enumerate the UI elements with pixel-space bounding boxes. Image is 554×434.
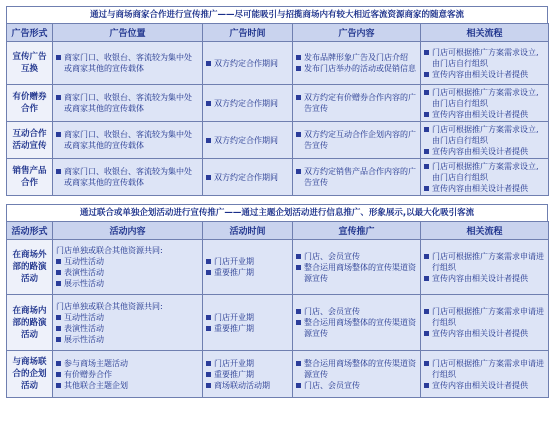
row-form: 宣传广告互换 [7, 42, 53, 85]
list-item: 其他联合主题企划 [56, 380, 199, 391]
row-form: 在商场内部的路演活动 [7, 295, 53, 351]
list-item: 宣传内容由相关设计者提供 [424, 183, 545, 194]
list-item: 双方约定销售产品合作内容的广告宣传 [296, 166, 417, 188]
list-item: 门店可根据推广方案需求设立,由门店自行组织 [424, 87, 545, 109]
col-header-promo: 宣传推广 [293, 222, 421, 240]
list-item: 门店可根据推广方案需求申请进行组织 [424, 358, 545, 380]
col-header-form: 广告形式 [7, 24, 53, 42]
row-form: 在商场外部的路演活动 [7, 240, 53, 295]
table-row [7, 295, 549, 351]
list-item: 发布门店举办的活动或促销信息 [296, 63, 417, 74]
list-item: 门店开业期 [206, 312, 289, 323]
list-item: 有价赠券合作 [56, 369, 199, 380]
row-form: 有价赠券合作 [7, 85, 53, 122]
list-item: 双方约定合作期间 [206, 98, 289, 109]
event-promotion-table [6, 221, 549, 398]
col-header-content: 活动内容 [53, 222, 203, 240]
col-header-time: 活动时间 [203, 222, 293, 240]
list-item: 整合运用商场整体的宣传渠道资源宣传 [296, 358, 417, 380]
list-item: 宣传内容由相关设计者提供 [424, 69, 545, 80]
document-sheet [6, 6, 548, 398]
list-item: 门店可根据推广方案需求设立,由门店自行组织 [424, 161, 545, 183]
list-item: 门店、会员宣传 [296, 306, 417, 317]
table-spacer [6, 196, 548, 204]
list-item: 表演性活动 [56, 267, 199, 278]
list-item: 重要推广期 [206, 323, 289, 334]
list-item: 宣传内容由相关设计者提供 [424, 380, 545, 391]
list-item: 商家门口、收银台、客流较为集中处或商家其他的宣传载体 [56, 129, 199, 151]
list-item: 商家门口、收银台、客流较为集中处或商家其他的宣传载体 [56, 166, 199, 188]
list-item: 双方约定有价赠券合作内容的广告宣传 [296, 92, 417, 114]
table-row [7, 240, 549, 295]
list-item: 门店可根据推广方案需求申请进行组织 [424, 306, 545, 328]
content-intro: 门店单独或联合其他资源共同: [56, 301, 163, 311]
list-item: 宣传内容由相关设计者提供 [424, 109, 545, 120]
list-item: 宣传内容由相关设计者提供 [424, 328, 545, 339]
list-item: 商家门口、收银台、客流较为集中处或商家其他的宣传载体 [56, 52, 199, 74]
list-item: 整合运用商场整体的宣传渠道资源宣传 [296, 262, 417, 284]
list-item: 重要推广期 [206, 267, 289, 278]
list-item: 重要推广期 [206, 369, 289, 380]
col-header-time: 广告时间 [203, 24, 293, 42]
row-form: 与商场联合的企划活动 [7, 351, 53, 398]
col-header-content: 广告内容 [293, 24, 421, 42]
list-item: 商家门口、收银台、客流较为集中处或商家其他的宣传载体 [56, 92, 199, 114]
list-item: 门店可根据推广方案需求申请进行组织 [424, 251, 545, 273]
table-row [7, 159, 549, 196]
list-item: 表演性活动 [56, 323, 199, 334]
table1-banner: 通过与商场商家合作进行宣传推广——尽可能吸引与招揽商场内有较大相近客流资源商家的随意客流 [6, 6, 548, 23]
list-item: 互动性活动 [56, 256, 199, 267]
table2-banner: 通过联合或单独企划活动进行宣传推广——通过主题企划活动进行信息推广、形象展示,以最大化吸引客流 [6, 204, 548, 221]
list-item: 双方约定合作期间 [206, 135, 289, 146]
list-item: 门店可根据推广方案需求设立,由门店自行组织 [424, 124, 545, 146]
list-item: 商场联动活动期 [206, 380, 289, 391]
list-item: 双方约定合作期间 [206, 58, 289, 69]
table-row [7, 85, 549, 122]
table-row [7, 42, 549, 85]
col-header-form: 活动形式 [7, 222, 53, 240]
table2-header-row [7, 222, 549, 240]
list-item: 宣传内容由相关设计者提供 [424, 146, 545, 157]
list-item: 门店开业期 [206, 358, 289, 369]
list-item: 双方约定合作期间 [206, 172, 289, 183]
ad-cooperation-table [6, 23, 549, 196]
list-item: 门店开业期 [206, 256, 289, 267]
list-item: 发布品牌形象广告及门店介绍 [296, 52, 417, 63]
table-row [7, 122, 549, 159]
table-row [7, 351, 549, 398]
list-item: 门店、会员宣传 [296, 380, 417, 391]
list-item: 门店可根据推广方案需求设立,由门店自行组织 [424, 47, 545, 69]
col-header-position: 广告位置 [53, 24, 203, 42]
table1-header-row [7, 24, 549, 42]
row-form: 销售产品合作 [7, 159, 53, 196]
col-header-process: 相关流程 [421, 24, 549, 42]
list-item: 整合运用商场整体的宣传渠道资源宣传 [296, 317, 417, 339]
row-form: 互动合作活动宣传 [7, 122, 53, 159]
list-item: 宣传内容由相关设计者提供 [424, 273, 545, 284]
list-item: 展示性活动 [56, 278, 199, 289]
col-header-process: 相关流程 [421, 222, 549, 240]
content-intro: 门店单独或联合其他资源共同: [56, 246, 163, 255]
list-item: 参与商场主题活动 [56, 358, 199, 369]
list-item: 门店、会员宣传 [296, 251, 417, 262]
list-item: 双方约定互动合作企划内容的广告宣传 [296, 129, 417, 151]
list-item: 互动性活动 [56, 312, 199, 323]
list-item: 展示性活动 [56, 334, 199, 345]
